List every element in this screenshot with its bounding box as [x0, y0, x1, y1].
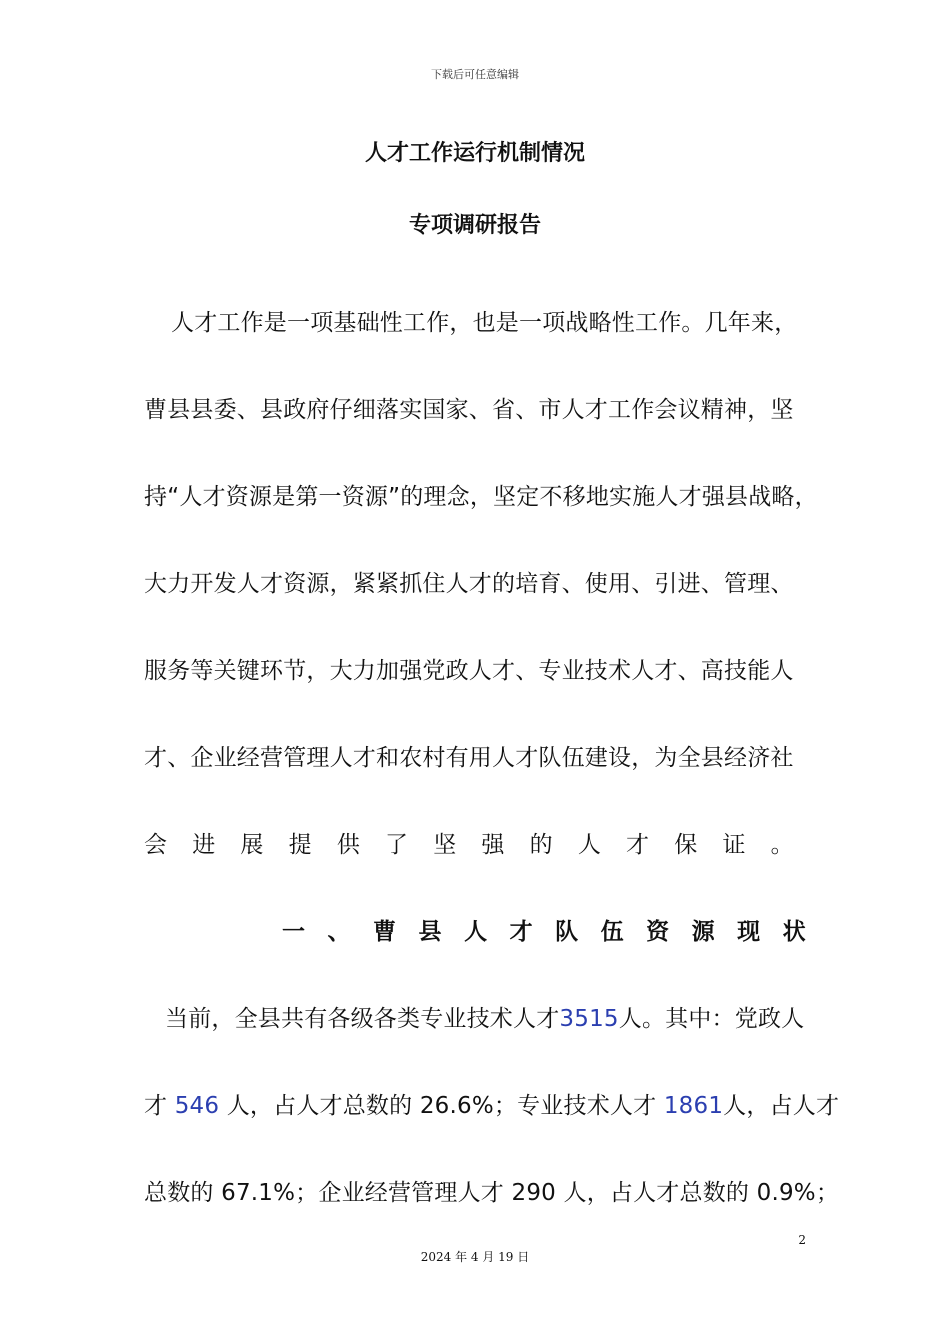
heading-char: 资 — [646, 919, 670, 945]
heading-char: 源 — [691, 919, 715, 945]
spread-char: 了 — [385, 832, 409, 858]
page-number: 2 — [798, 1233, 806, 1247]
text-segment: 当前，全县共有各级各类专业技术人才 — [165, 1006, 560, 1032]
spread-char: 证 — [722, 832, 746, 858]
heading-char: 状 — [782, 919, 806, 945]
spread-char: 提 — [288, 832, 312, 858]
paragraph-line: 总数的 67.1%；企业经营管理人才 290 人，占人才总数的 0.9%； — [144, 1180, 840, 1206]
spread-char: 人 — [577, 832, 602, 858]
spread-char: 才 — [626, 832, 650, 858]
section-heading — [282, 916, 806, 948]
text-segment: 人，占人才 — [723, 1093, 840, 1119]
paragraph-last-line — [144, 829, 794, 861]
highlighted-number: 1861 — [663, 1093, 724, 1119]
text-segment: 人，占人才总数的 26.6%；专业技术人才 — [226, 1093, 657, 1119]
document-title: 人才工作运行机制情况 — [364, 141, 585, 166]
highlighted-number: 546 — [174, 1093, 220, 1119]
paragraph-line — [144, 1090, 840, 1122]
heading-char: 人 — [464, 919, 488, 945]
spread-char: 强 — [481, 832, 505, 858]
spread-char: 保 — [674, 832, 698, 858]
heading-char: 伍 — [600, 919, 624, 945]
heading-char: 曹 — [373, 919, 397, 945]
heading-char: 一 — [282, 919, 306, 945]
paragraph-line: 服务等关键环节，大力加强党政人才、专业技术人才、高技能人 — [144, 658, 794, 684]
heading-char: 、 — [327, 919, 351, 945]
highlighted-number: 3515 — [559, 1006, 619, 1032]
paragraph-line: 大力开发人才资源，紧紧抓住人才的培育、使用、引进、管理、 — [144, 571, 794, 597]
spread-char: 坚 — [433, 832, 457, 858]
spread-char: 的 — [529, 832, 553, 858]
paragraph-line — [165, 1003, 837, 1035]
paragraph-line: 曹县县委、县政府仔细落实国家、省、市人才工作会议精神，坚 — [144, 397, 794, 423]
header-note: 下载后可任意编辑 — [431, 68, 519, 81]
heading-char: 县 — [418, 919, 442, 945]
text-segment: 才 — [144, 1093, 168, 1119]
spread-char: 会 — [144, 832, 168, 858]
text-segment: 人。其中：党政人 — [618, 1006, 805, 1032]
heading-char: 才 — [509, 919, 533, 945]
paragraph-line: 持“人才资源是第一资源”的理念，坚定不移地实施人才强县战略， — [144, 484, 818, 510]
spread-char: 进 — [192, 832, 216, 858]
spread-char: 展 — [240, 832, 264, 858]
spread-char: 。 — [770, 832, 794, 858]
paragraph-line: 人才工作是一项基础性工作，也是一项战略性工作。几年来， — [171, 310, 798, 336]
spread-char: 供 — [336, 832, 361, 858]
heading-char: 队 — [555, 919, 579, 945]
document-subtitle: 专项调研报告 — [408, 213, 541, 238]
heading-char: 现 — [737, 919, 761, 945]
footer-date: 2024 年 4 月 19 日 — [420, 1250, 530, 1264]
paragraph-line: 才、企业经营管理人才和农村有用人才队伍建设，为全县经济社 — [144, 745, 794, 771]
